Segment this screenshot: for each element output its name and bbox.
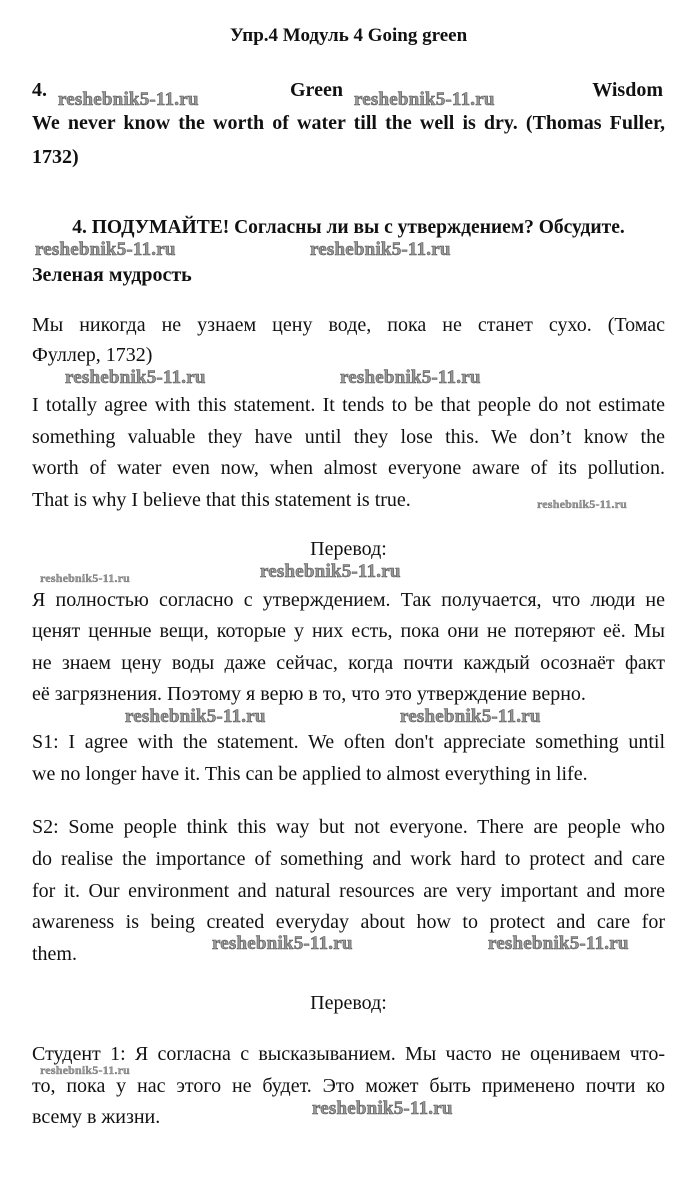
s1-line: S1: I agree with the statement. We often don't appreciate something until — [32, 731, 665, 753]
heading-wisdom: Wisdom — [592, 79, 663, 101]
answer-ru-line: ценят ценные вещи, которые у них есть, пока они не потеряют её. Мы — [32, 620, 665, 642]
watermark: reshebnik5-11.ru — [40, 571, 130, 585]
watermark: reshebnik5-11.ru — [58, 89, 199, 110]
quote-line: We never know the worth of water till the well is dry. (Thomas Fuller, — [32, 112, 665, 134]
watermark: reshebnik5-11.ru — [35, 239, 176, 260]
heading-number: 4. — [32, 79, 47, 101]
watermark: reshebnik5-11.ru — [537, 497, 627, 511]
watermark: reshebnik5-11.ru — [260, 561, 401, 582]
answer-en-line: something valuable they have until they lose this. We don’t know the — [32, 426, 665, 448]
quote-line: 1732) — [32, 146, 79, 168]
watermark: reshebnik5-11.ru — [310, 239, 451, 260]
student1-line: Студент 1: Я согласна с высказыванием. Мы часто не оцениваем что- — [32, 1043, 665, 1065]
answer-en-line: I totally agree with this statement. It tends to be that people do not estimate — [32, 394, 665, 416]
watermark: reshebnik5-11.ru — [400, 706, 541, 727]
s2-line: for it. Our environment and natural resources are very important and more — [32, 880, 665, 902]
subtitle: Зеленая мудрость — [32, 264, 192, 286]
watermark: reshebnik5-11.ru — [354, 89, 495, 110]
quote-ru-line: Мы никогда не узнаем цену воде, пока не станет сухо. (Томас — [32, 314, 665, 336]
s2-line: them. — [32, 943, 77, 965]
translation-label-2: Перевод: — [310, 992, 387, 1014]
watermark: reshebnik5-11.ru — [212, 933, 353, 954]
watermark: reshebnik5-11.ru — [65, 367, 206, 388]
watermark: reshebnik5-11.ru — [125, 706, 266, 727]
answer-ru-line: Я полностью согласно с утверждением. Так получается, что люди не — [32, 589, 665, 611]
student1-line: всему в жизни. — [32, 1106, 161, 1128]
answer-en-line: worth of water even now, when almost everyone aware of its pollution. — [32, 457, 665, 479]
s2-line: do realise the importance of something and work hard to protect and care — [32, 848, 665, 870]
s2-line: S2: Some people think this way but not everyone. There are people who — [32, 816, 665, 838]
heading-green: Green — [290, 79, 343, 101]
s1-line: we no longer have it. This can be applied to almost everything in life. — [32, 763, 588, 785]
task-heading: 4. ПОДУМАЙТЕ! Согласны ли вы с утверждением? Обсудите. — [72, 217, 625, 238]
watermark: reshebnik5-11.ru — [488, 933, 629, 954]
watermark: reshebnik5-11.ru — [312, 1098, 453, 1119]
watermark: reshebnik5-11.ru — [340, 367, 481, 388]
answer-ru-line: её загрязнения. Поэтому я верю в то, что это утверждение верно. — [32, 683, 586, 705]
page-title: Упр.4 Модуль 4 Going green — [229, 25, 468, 46]
student1-line: то, пока у нас этого не будет. Это может быть применено почти ко — [32, 1075, 665, 1097]
watermark: reshebnik5-11.ru — [40, 1063, 130, 1077]
s2-line: awareness is being created everyday about how to protect and care for — [32, 911, 665, 933]
translation-label: Перевод: — [310, 538, 387, 560]
quote-ru-line: Фуллер, 1732) — [32, 344, 153, 366]
answer-en-line: That is why I believe that this statement is true. — [32, 489, 411, 511]
answer-ru-line: не знаем цену воды даже сейчас, когда почти каждый осознаёт факт — [32, 652, 665, 674]
